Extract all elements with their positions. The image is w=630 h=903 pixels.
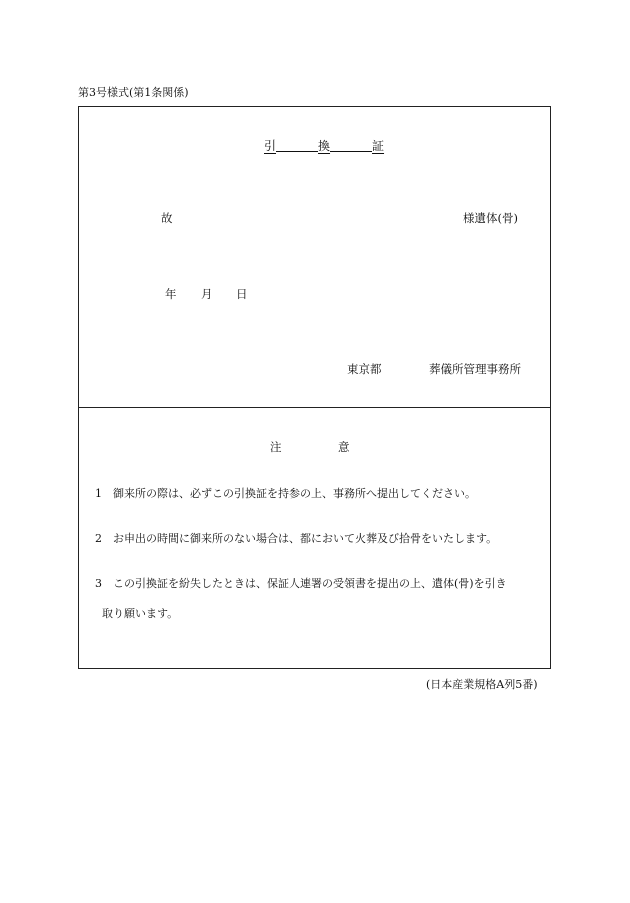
section-divider — [78, 407, 551, 408]
note-item-number: 2 — [95, 532, 102, 545]
title-underline-gap — [276, 138, 318, 152]
deceased-prefix: 故 — [161, 211, 173, 225]
standard-size-note: (日本産業規格A列5番) — [426, 678, 538, 691]
note-item-text: 御来所の際は、必ずこの引換証を持参の上、事務所へ提出してください。 — [113, 487, 476, 500]
title-underline-gap — [330, 138, 372, 152]
notes-heading-char-1: 注 — [270, 440, 282, 454]
issuer-prefix: 東京都 — [347, 362, 382, 376]
date-month-label: 月 — [201, 287, 213, 301]
title-char-2: 換 — [318, 139, 331, 153]
certificate-title — [264, 138, 384, 152]
note-item-text: この引換証を紛失したときは、保証人連署の受領書を提出の上、遺体(骨)を引き — [113, 577, 507, 590]
note-item-text: お申出の時間に御来所のない場合は、都において火葬及び拾骨をいたします。 — [113, 532, 498, 545]
title-char-3: 証 — [372, 139, 385, 153]
notes-heading-char-2: 意 — [338, 440, 350, 454]
date-day-label: 日 — [236, 287, 248, 301]
form-number-label: 第3号様式(第1条関係) — [78, 86, 189, 99]
note-item-number: 3 — [95, 577, 102, 590]
issuer-office: 葬儀所管理事務所 — [429, 362, 521, 376]
note-item-continuation: 取り願います。 — [102, 607, 179, 620]
date-year-label: 年 — [165, 287, 177, 301]
note-item-number: 1 — [95, 487, 102, 500]
remains-suffix: 様遺体(骨) — [463, 211, 518, 225]
title-char-1: 引 — [264, 139, 277, 153]
